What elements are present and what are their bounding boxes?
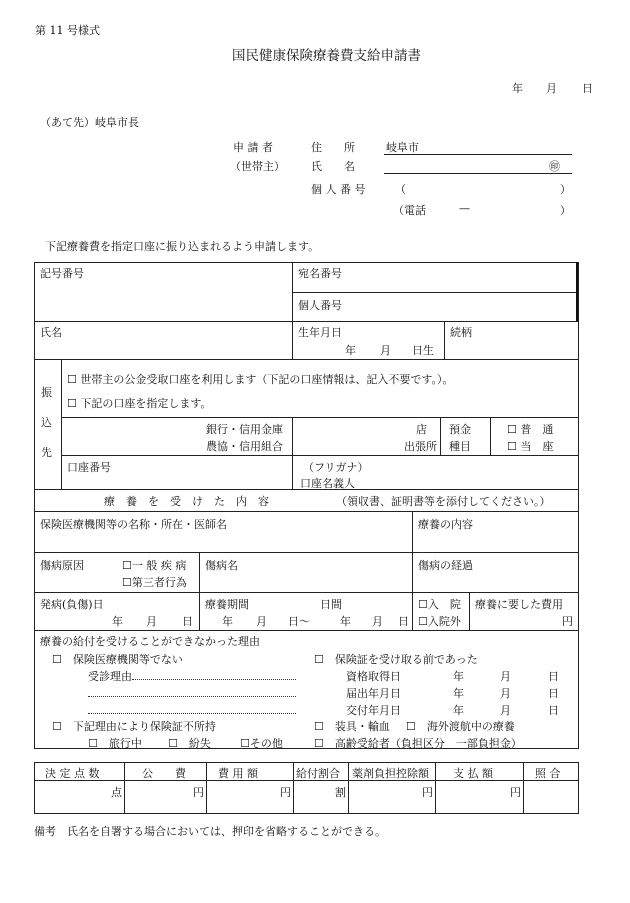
kojin-bangou-label: 個人番号: [298, 299, 342, 312]
option-designated-account[interactable]: ☐ 下記の口座を指定します。: [67, 397, 212, 410]
bank-type-2: 農協・信用組合: [206, 440, 283, 453]
addressee: （あて先）岐阜市長: [40, 116, 139, 129]
reason-no-card[interactable]: ☐ 下記理由により保険証不所持: [52, 720, 216, 733]
remark: 備考 氏名を自署する場合においては、押印を省略することができる。: [34, 825, 386, 838]
applicant-label: 申 請 者: [233, 141, 273, 154]
iryou-kikan-label: 保険医療機関等の名称・所在・医師名: [40, 518, 227, 531]
page-title: 国民健康保険療養費支給申請書: [232, 48, 421, 64]
furikomi-char-2: 込: [41, 416, 52, 429]
ymd-month-3: 月: [500, 704, 511, 717]
reason-not-medical-institution[interactable]: ☐ 保険医療機関等でない: [52, 653, 183, 666]
ymd-day-2: 日: [548, 687, 559, 700]
kikan-y2: 年: [340, 615, 351, 628]
atena-bangou-label: 宛名番号: [298, 267, 342, 280]
ymd-year-3: 年: [453, 704, 464, 717]
ryouyou-note: （領収書、証明書等を添付してください。）: [336, 495, 551, 508]
yokin-label: 預金: [449, 423, 471, 436]
unit-wari: 割: [335, 786, 346, 799]
name-underline[interactable]: [384, 173, 572, 174]
shubetsu-label: 種目: [449, 440, 471, 453]
unit-en-3: 円: [422, 786, 433, 799]
address-label: 住 所: [311, 141, 355, 154]
household-head-label: （世帯主）: [230, 160, 285, 173]
bottom-header-4: 給付割合: [296, 767, 340, 780]
koufu-label: 交付年月日: [346, 704, 401, 717]
form-number: 第 11 号様式: [35, 24, 100, 37]
personal-number-open: （: [395, 183, 406, 196]
checkbox-futsu[interactable]: ☐ 普 通: [507, 423, 554, 436]
phone-close: ）: [560, 204, 571, 217]
address-underline: [384, 154, 572, 155]
reason-kaigai[interactable]: ☐ 海外渡航中の療養: [406, 720, 515, 733]
shoubyou-keika-label: 傷病の経過: [418, 559, 473, 572]
kouza-meigi-label: 口座名義人: [300, 477, 355, 490]
kikan-m2: 月: [372, 615, 383, 628]
option-ryokouchuu[interactable]: ☐ 旅行中: [88, 737, 142, 750]
shoubyou-genin-label: 傷病原因: [40, 559, 84, 572]
bottom-header-2: 公 費: [142, 767, 186, 780]
nissuu-label: 日間: [320, 598, 342, 611]
reason-header: 療養の給付を受けることができなかった理由: [40, 635, 260, 648]
ymd-year-1: 年: [453, 670, 464, 683]
kikan-m1: 月: [256, 615, 267, 628]
todokede-label: 届出年月日: [346, 687, 401, 700]
kikan-y1: 年: [222, 615, 233, 628]
ymd-month-2: 月: [500, 687, 511, 700]
name-label: 氏 名: [311, 160, 355, 173]
checkbox-ippan[interactable]: ☐一 般 疾 病: [122, 559, 187, 572]
hiyou-en: 円: [562, 615, 573, 628]
kikan-d2: 日: [398, 615, 409, 628]
date-year: 年: [512, 82, 523, 95]
hasshou-label: 発病(負傷)日: [40, 598, 104, 611]
date-month: 月: [546, 82, 557, 95]
jushin-riyuu-label: 受診理由: [88, 670, 132, 683]
request-text: 下記療養費を指定口座に振り込まれるよう申請します。: [45, 240, 320, 253]
seinengappi-label: 生年月日: [298, 326, 342, 339]
ryouyou-header: 療 養 を 受 け た 内 容: [104, 495, 269, 508]
furikomi-char-3: 先: [41, 446, 52, 459]
furigana-label: （フリガナ）: [303, 461, 369, 474]
option-public-account[interactable]: ☐ 世帯主の公金受取口座を利用します（下記の口座情報は、記入不要です。）。: [67, 373, 454, 386]
checkbox-nyuin[interactable]: ☐入 院: [418, 598, 461, 611]
ryouyou-kikan-label: 療養期間: [205, 598, 249, 611]
ryouyou-naiyou-label: 療養の内容: [418, 518, 473, 531]
option-sonota[interactable]: ☐その他: [240, 737, 283, 750]
bank-type-1: 銀行・信用金庫: [206, 423, 283, 436]
hasshou-month: 月: [146, 615, 157, 628]
checkbox-touza[interactable]: ☐ 当 座: [507, 440, 554, 453]
reason-koureisha[interactable]: ☐ 高齢受給者（負担区分 一部負担金）: [314, 737, 522, 750]
ymd-year-2: 年: [453, 687, 464, 700]
hasshou-day: 日: [182, 615, 193, 628]
bottom-header-6: 支 払 額: [453, 767, 493, 780]
hasshou-year: 年: [112, 615, 123, 628]
date-day: 日: [582, 82, 593, 95]
unit-en-1: 円: [193, 786, 204, 799]
birth-year: 年: [345, 344, 356, 357]
birth-day: 日生: [412, 344, 434, 357]
youshita-hiyou-label: 療養に要した費用: [475, 598, 563, 611]
seal-mark: ㊞: [549, 160, 560, 173]
ymd-month-1: 月: [500, 670, 511, 683]
personal-number-label: 個 人 番 号: [311, 183, 366, 196]
ymd-day-1: 日: [548, 670, 559, 683]
checkbox-nyuingai[interactable]: ☐入院外: [418, 615, 461, 628]
shoubyou-mei-label: 傷病名: [205, 559, 238, 572]
branch-type-2: 出張所: [404, 440, 437, 453]
bottom-header-1: 決 定 点 数: [45, 767, 100, 780]
unit-ten: 点: [111, 786, 122, 799]
unit-en-4: 円: [510, 786, 521, 799]
birth-month: 月: [380, 344, 391, 357]
shikaku-shutoku-label: 資格取得日: [346, 670, 401, 683]
kikan-d1: 日〜: [288, 615, 310, 628]
address-value[interactable]: 岐阜市: [386, 141, 419, 154]
reason-before-card[interactable]: ☐ 保険証を受け取る前であった: [314, 653, 478, 666]
bottom-header-5: 薬剤負担控除額: [352, 767, 429, 780]
phone-dash: —: [459, 202, 470, 215]
reason-sougu-yuketsu[interactable]: ☐ 装具・輸血: [314, 720, 390, 733]
furikomi-char-1: 振: [41, 386, 52, 399]
unit-en-2: 円: [280, 786, 291, 799]
bottom-header-7: 照 合: [535, 767, 561, 780]
shimei-label: 氏名: [40, 326, 62, 339]
branch-type-1: 店: [416, 423, 427, 436]
checkbox-daisansha[interactable]: ☐第三者行為: [122, 576, 187, 589]
kouza-bangou-label: 口座番号: [67, 461, 111, 474]
ymd-day-3: 日: [548, 704, 559, 717]
phone-label: （電話: [393, 204, 426, 217]
zokugara-label: 続柄: [450, 326, 472, 339]
option-funshitsu[interactable]: ☐ 紛失: [168, 737, 211, 750]
bottom-header-3: 費 用 額: [218, 767, 258, 780]
personal-number-close: ）: [560, 183, 571, 196]
kigou-bangou-label: 記号番号: [40, 267, 84, 280]
